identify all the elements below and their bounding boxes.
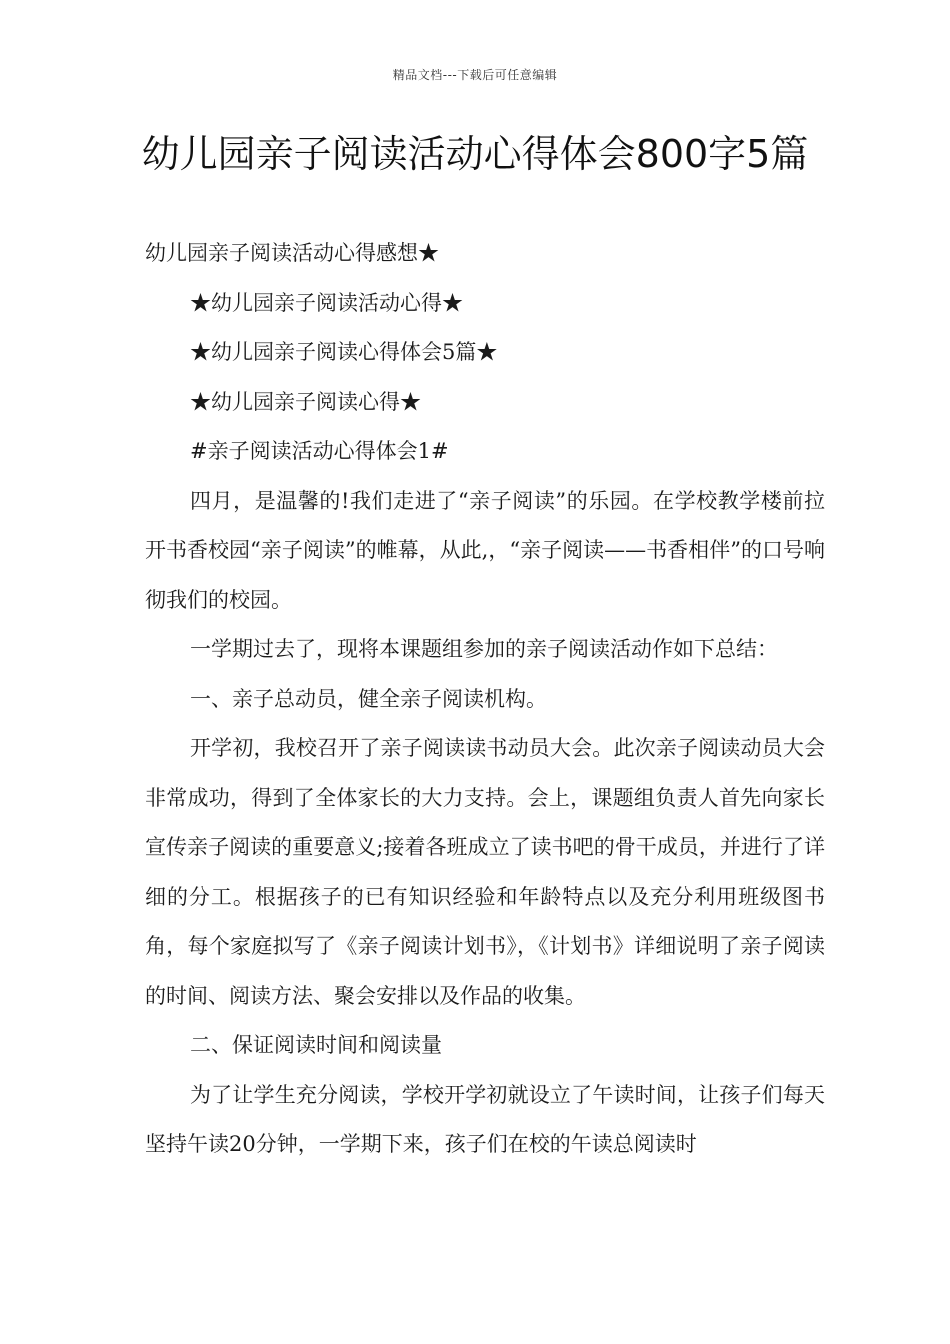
paragraph: #亲子阅读活动心得体会1#: [190, 439, 449, 463]
paragraph: 开学初，我校召开了亲子阅读读书动员大会。此次亲子阅读动员大会非常成功，得到了全体家长的大力支持。会上，课题组负责人首先向家长宣传亲子阅读的重要意义;接着各班成立了读书吧的骨干成员，并进行了详细的分工。根据孩子的已有知识经验和年龄特点以及充分利用班级图书角，每个家庭拟写了《亲子阅读计划书》，《计划书》详细说明了亲子阅读的时间、阅读方法、聚会安排以及作品的收集。: [145, 736, 825, 1008]
paragraph: 为了让学生充分阅读，学校开学初就设立了午读时间，让孩子们每天坚持午读20分钟，一学期下来，孩子们在校的午读总阅读时: [145, 1082, 825, 1156]
paragraph: 二、保证阅读时间和阅读量: [190, 1033, 442, 1057]
paragraph: 四月，是温馨的!我们走进了“亲子阅读”的乐园。在学校教学楼前拉开书香校园“亲子阅读”的帷幕，从此,，“亲子阅读——书香相伴”的口号响彻我们的校园。: [145, 488, 825, 612]
paragraph: ★幼儿园亲子阅读心得★: [190, 389, 421, 414]
document-body: [145, 229, 825, 1170]
paragraph: ★幼儿园亲子阅读心得体会5篇★: [190, 340, 498, 364]
header-note: 精品文档---下载后可任意编辑: [392, 68, 558, 82]
paragraph: 幼儿园亲子阅读活动心得感想★: [145, 241, 439, 265]
paragraph: ★幼儿园亲子阅读活动心得★: [190, 290, 463, 315]
document-title: 幼儿园亲子阅读活动心得体会800字5篇: [141, 132, 809, 176]
paragraph: 一学期过去了，现将本课题组参加的亲子阅读活动作如下总结：: [190, 637, 778, 661]
paragraph: 一、亲子总动员，健全亲子阅读机构。: [190, 686, 547, 711]
